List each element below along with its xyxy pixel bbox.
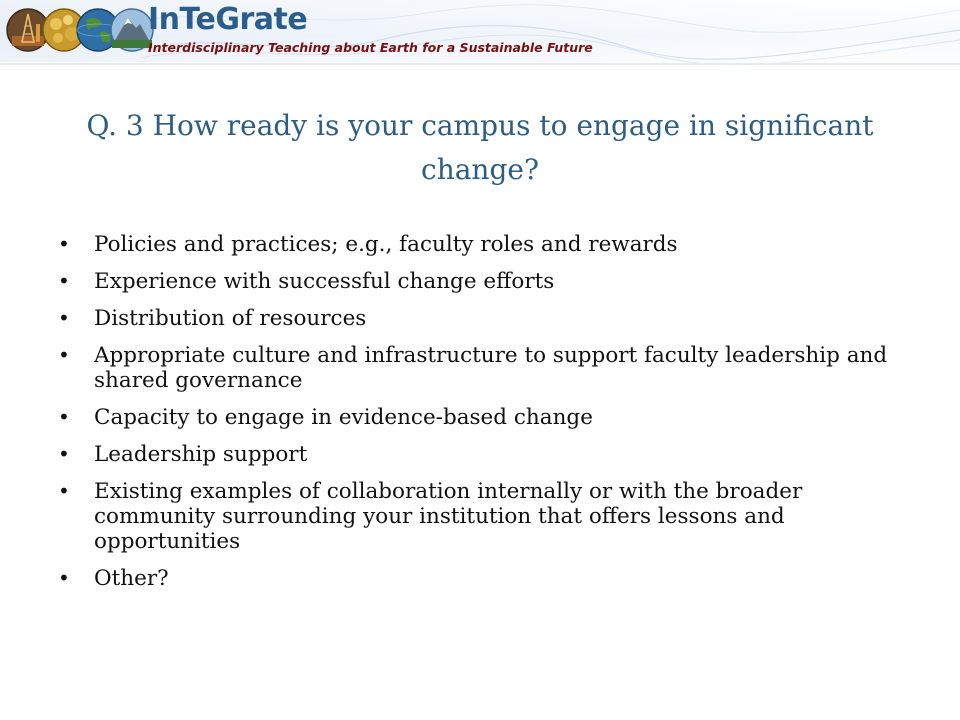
integrate-logo — [6, 2, 156, 58]
bullet-marker: • — [58, 269, 70, 293]
brand-name: InTeGrate — [148, 2, 308, 37]
bullet-marker: • — [58, 343, 70, 367]
list-item — [56, 343, 916, 393]
list-item — [56, 306, 916, 331]
bullet-marker: • — [58, 442, 70, 466]
bullet-text: Policies and practices; e.g., faculty roles and rewards — [94, 232, 678, 257]
list-item — [56, 442, 916, 467]
list-item — [56, 479, 916, 554]
list-item — [56, 566, 916, 591]
bullet-text: Distribution of resources — [94, 306, 367, 331]
list-item — [56, 405, 916, 430]
bullet-marker: • — [58, 306, 70, 330]
bullet-text: Existing examples of collaboration internally or with the broader community surrounding your institution that offers lessons and opportunities — [94, 479, 803, 554]
bullet-text: Capacity to engage in evidence-based change — [94, 405, 593, 430]
bullet-marker: • — [58, 479, 70, 503]
bullet-text: Appropriate culture and infrastructure to support faculty leadership and shared governance — [94, 343, 888, 393]
bullet-text: Other? — [94, 566, 169, 591]
bullet-text: Experience with successful change efforts — [94, 269, 555, 294]
bullet-text: Leadership support — [94, 442, 308, 467]
slide-title: Q. 3 How ready is your campus to engage in significant change? — [86, 109, 874, 186]
bullet-list — [56, 232, 916, 603]
list-item — [56, 269, 916, 294]
bullet-marker: • — [58, 405, 70, 429]
header-banner — [0, 0, 960, 66]
list-item — [56, 232, 916, 257]
brand-tagline: Interdisciplinary Teaching about Earth for a Sustainable Future — [148, 40, 593, 55]
bullet-marker: • — [58, 232, 70, 256]
mountain-icon — [111, 9, 153, 51]
bullet-marker: • — [58, 566, 70, 590]
